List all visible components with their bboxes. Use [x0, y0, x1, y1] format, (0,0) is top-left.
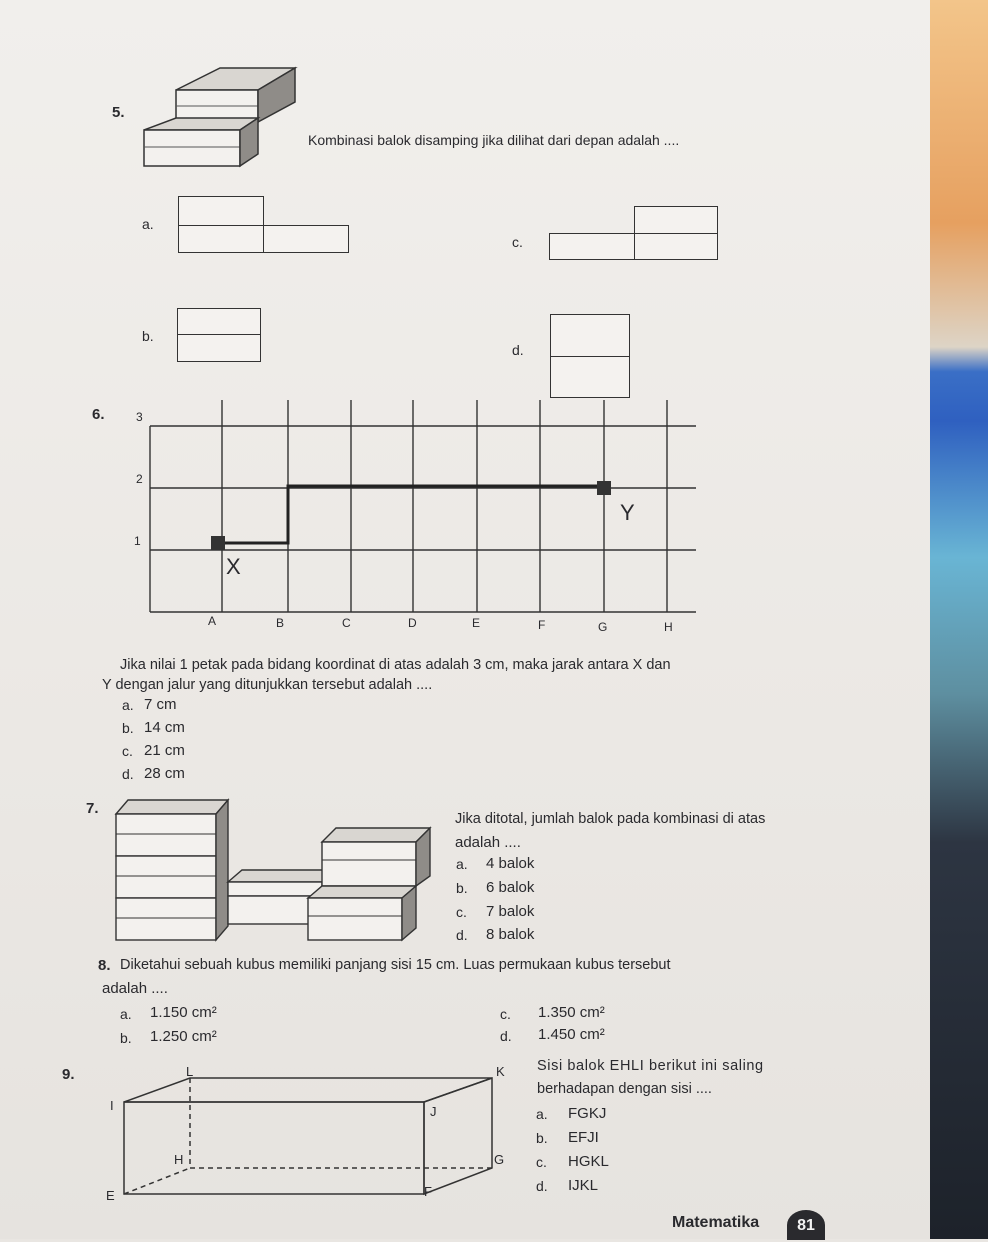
q6-point-y-label: Y	[620, 500, 635, 525]
q9-question-line1: Sisi balok EHLI berikut ini saling	[537, 1058, 764, 1074]
q6-coordinate-grid	[120, 398, 700, 643]
q5-c-bottom-left-block	[549, 233, 635, 260]
q5-option-a-letter: a.	[142, 216, 154, 232]
q6-x-label: D	[408, 616, 417, 630]
q9-vertex-j: J	[430, 1104, 437, 1119]
q8-option-letter: c.	[500, 1006, 511, 1022]
q5-option-c-letter: c.	[512, 234, 523, 250]
q9-option-text: HGKL	[568, 1153, 609, 1170]
q7-option-text: 4 balok	[486, 855, 535, 872]
q7-option-text: 7 balok	[486, 903, 535, 920]
q6-y-label-3: 3	[136, 410, 143, 424]
q5-c-bottom-right-block	[634, 233, 718, 260]
q6-option-letter: c.	[122, 743, 133, 759]
q7-block-combination-figure	[114, 798, 448, 944]
q9-option-letter: a.	[536, 1106, 548, 1122]
q9-vertex-i: I	[110, 1098, 114, 1113]
q5-option-d-letter: d.	[512, 342, 524, 358]
q6-x-label: H	[664, 620, 673, 634]
q6-x-label: G	[598, 620, 608, 634]
q8-option-text: 1.150 cm²	[150, 1004, 217, 1021]
q6-y-label-1: 1	[134, 534, 141, 548]
q8-option-letter: d.	[500, 1028, 512, 1044]
q7-option-text: 8 balok	[486, 926, 535, 943]
q5-a-bottom-right-block	[263, 225, 349, 253]
q7-number: 7.	[86, 800, 99, 817]
q9-option-letter: c.	[536, 1154, 547, 1170]
q6-option-text: 7 cm	[144, 696, 177, 713]
q6-option-letter: b.	[122, 720, 134, 736]
q9-vertex-l: L	[186, 1064, 194, 1079]
q7-option-letter: d.	[456, 927, 468, 943]
q7-option-text: 6 balok	[486, 879, 535, 896]
q6-point-x-label: X	[226, 554, 241, 579]
q6-point-x-marker	[211, 536, 225, 550]
q9-vertex-k: K	[496, 1064, 505, 1079]
q9-vertex-e: E	[106, 1188, 115, 1203]
q9-option-letter: b.	[536, 1130, 548, 1146]
q6-x-label: A	[208, 614, 217, 628]
q8-question-line1: Diketahui sebuah kubus memiliki panjang sisi 15 cm. Luas permukaan kubus tersebut	[120, 957, 671, 973]
q5-b-bottom-block	[177, 334, 261, 362]
q8-option-letter: a.	[120, 1006, 132, 1022]
q8-option-text: 1.350 cm²	[538, 1004, 605, 1021]
q9-option-text: IJKL	[568, 1177, 599, 1194]
q6-option-text: 14 cm	[144, 719, 185, 736]
q5-number: 5.	[112, 104, 125, 121]
q5-question: Kombinasi balok disamping jika dilihat dari depan adalah ....	[308, 132, 680, 148]
q5-d-bottom-block	[550, 356, 630, 398]
q6-option-letter: d.	[122, 766, 134, 782]
q8-question-line2: adalah ....	[102, 980, 168, 997]
q6-x-label: B	[276, 616, 285, 630]
q9-option-text: EFJI	[568, 1129, 599, 1146]
q6-number: 6.	[92, 406, 105, 423]
q6-question-line2: Y dengan jalur yang ditunjukkan tersebut adalah ....	[102, 677, 433, 693]
q7-question-line2: adalah ....	[455, 834, 521, 851]
q8-option-text: 1.450 cm²	[538, 1026, 605, 1043]
q6-option-text: 28 cm	[144, 765, 185, 782]
q6-question-line1: Jika nilai 1 petak pada bidang koordinat di atas adalah 3 cm, maka jarak antara X dan	[120, 657, 671, 673]
page-number: 81	[787, 1210, 825, 1240]
q9-cuboid-figure	[100, 1072, 520, 1212]
q5-c-top-block	[634, 206, 718, 234]
q5-a-top-block	[178, 196, 264, 226]
q6-x-label: C	[342, 616, 351, 630]
footer-subject: Matematika	[672, 1214, 760, 1231]
q6-y-label-2: 2	[136, 472, 143, 486]
q9-question-line2: berhadapan dengan sisi ....	[537, 1081, 712, 1097]
q7-option-letter: b.	[456, 880, 468, 896]
q5-stacked-blocks-figure	[140, 62, 300, 172]
q6-option-letter: a.	[122, 697, 134, 713]
q6-x-label: F	[538, 618, 546, 632]
q8-number: 8.	[98, 957, 111, 974]
q9-vertex-h: H	[174, 1152, 184, 1167]
q9-vertex-g: G	[494, 1152, 505, 1167]
q7-option-letter: a.	[456, 856, 468, 872]
q9-number: 9.	[62, 1066, 75, 1083]
q9-vertex-f: F	[424, 1184, 432, 1199]
q7-option-letter: c.	[456, 904, 467, 920]
q6-x-label: E	[472, 616, 481, 630]
q7-question-line1: Jika ditotal, jumlah balok pada kombinasi di atas	[455, 811, 766, 827]
q9-option-text: FGKJ	[568, 1105, 607, 1122]
q5-b-top-block	[177, 308, 261, 335]
q5-d-top-block	[550, 314, 630, 357]
q9-option-letter: d.	[536, 1178, 548, 1194]
q5-option-b-letter: b.	[142, 328, 154, 344]
page-edge-background	[930, 0, 988, 1239]
q8-option-letter: b.	[120, 1030, 132, 1046]
q6-option-text: 21 cm	[144, 742, 185, 759]
q6-point-y-marker	[597, 481, 611, 495]
q8-option-text: 1.250 cm²	[150, 1028, 217, 1045]
q5-a-bottom-left-block	[178, 225, 264, 253]
